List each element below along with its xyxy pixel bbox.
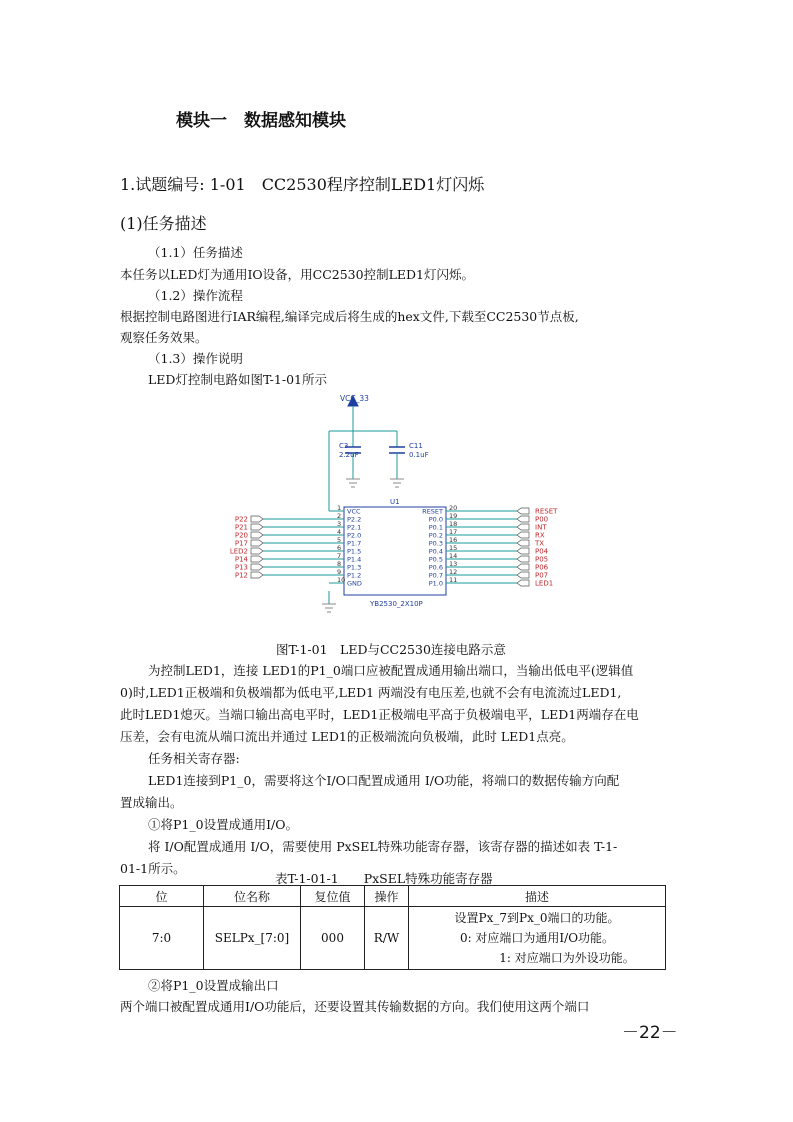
para1-line1: 为控制LED1，连接 LED1的P1_0端口应被配置成通用输出端口，当输出低电平(逻辑值 [148,663,634,678]
net-port-icon [251,524,263,530]
net-label: LED2 [229,547,248,556]
module-heading: 模块一 数据感知模块 [176,111,346,131]
desc-line-2: 0: 对应端口为通用I/O功能。 [459,931,615,945]
net-port-icon [517,556,529,562]
table-header: 复位值 [301,886,365,907]
net-label: TX [535,539,545,548]
net-port-icon [251,556,263,562]
table-header: 位 [120,886,204,907]
pin-number: 14 [449,552,458,560]
pin-name: P1.3 [347,563,362,572]
net-port-icon [517,516,529,522]
net-label: P21 [234,523,248,532]
pin-name: P1.7 [347,539,362,548]
step2: ②将P1_0设置成输出口 [148,978,279,993]
pin-name: P2.1 [347,523,362,532]
section-1-3-label: （1.3）操作说明 [148,351,243,366]
c3-value: 2.2uF [339,451,359,459]
para1-line2: 0)时,LED1正极端和负极端都为低电平,LED1 两端没有电压差,也就不会有电流流过LED1, [120,685,622,700]
pin-name: P0.4 [428,547,443,556]
step1: ①将P1_0设置成通用I/O。 [148,817,298,832]
pin-number: 8 [337,560,342,568]
page-number: －22－ [622,1023,678,1043]
table-row [120,907,666,970]
table-cell-name: SELPx_[7:0] [204,907,301,970]
table-header-row [120,886,666,907]
net-port-icon [517,532,529,538]
net-label: RX [535,531,545,540]
pin-number: 4 [337,528,342,536]
c11-value: 0.1uF [409,451,429,459]
pin-number: 16 [449,536,458,544]
question-title: 1.试题编号: 1-01 CC2530程序控制LED1灯闪烁 [120,175,485,194]
net-label: P00 [535,515,549,524]
section-1-2-text-line1: 根据控制电路图进行IAR编程,编译完成后将生成的hex文件,下载至CC2530节点板, [120,309,579,324]
net-label: INT [535,523,547,532]
section-1-1-text: 本任务以LED灯为通用IO设备，用CC2530控制LED1灯闪烁。 [120,267,474,282]
net-label: P20 [234,531,248,540]
pin-number: 17 [449,528,458,536]
para3-line1: 将 I/O配置成通用 I/O，需要使用 PxSEL特殊功能寄存器，该寄存器的描述如表 T-1- [148,839,618,854]
net-port-icon [517,572,529,578]
ground-icon [322,604,336,612]
table-cell-desc [409,907,666,970]
table-cell-reset: 000 [301,907,365,970]
pin-name: P0.5 [428,555,443,564]
pin-number: 11 [449,576,458,584]
net-label: RESET [535,507,558,516]
section-1-2-text-line2: 观察任务效果。 [120,330,208,345]
pin-number: 10 [337,576,346,584]
net-port-icon [517,548,529,554]
table-header: 操作 [365,886,409,907]
net-port-icon [251,516,263,522]
pin-number: 7 [337,552,342,560]
para1-line3: 此时LED1熄灭。当端口输出高电平时，LED1正极端电平高于负极端电平，LED1两端存在电 [120,707,639,722]
para3-line2: 01-1所示。 [120,861,186,876]
net-label: P04 [535,547,549,556]
net-port-icon [251,572,263,578]
ground-icon [346,479,404,487]
pin-name: P1.0 [428,579,443,588]
net-label: P07 [535,571,549,580]
table-header: 位名称 [204,886,301,907]
table-caption: 表T-1-01-1 PxSEL特殊功能寄存器 [275,871,493,886]
registers-label: 任务相关寄存器: [148,751,240,766]
pin-name: GND [347,579,362,588]
figure-caption: 图T-1-01 LED与CC2530连接电路示意 [276,642,506,657]
desc-line-1: 设置Px_7到Px_0端口的功能。 [454,911,620,925]
pin-name: RESET [422,507,443,516]
task-heading: (1)任务描述 [120,214,207,233]
net-port-icon [517,580,529,586]
section-1-3-text: LED灯控制电路如图T-1-01所示 [148,372,327,387]
net-port-icon [251,564,263,570]
pin-number: 5 [337,536,342,544]
para2-line1: LED1连接到P1_0，需要将这个I/O口配置成通用 I/O功能，将端口的数据传输方向配 [148,773,620,788]
pin-name: P0.7 [428,571,443,580]
pin-number: 15 [449,544,458,552]
net-port-icon [517,524,529,530]
pin-number: 9 [337,568,342,576]
chip-name: YB2530_2X10P [370,600,423,608]
net-label: P12 [234,571,248,580]
table-cell-op: R/W [365,907,409,970]
pin-name: P0.2 [428,531,443,540]
pin-number: 20 [449,504,458,512]
net-port-icon [517,564,529,570]
net-label: P06 [535,563,549,572]
pin-name: P0.6 [428,563,443,572]
net-label: P22 [234,515,248,524]
table-cell-bit: 7:0 [120,907,204,970]
pin-name: P0.3 [428,539,443,548]
pin-name: P0.1 [428,523,443,532]
pin-name: P1.4 [347,555,362,564]
para4-line1: 两个端口被配置成通用I/O功能后，还要设置其传输数据的方向。我们使用这两个端口 [120,999,590,1014]
circuit-schematic [225,388,565,630]
c11-name: C11 [409,442,423,450]
pin-number: 3 [337,520,342,528]
pin-number: 1 [337,504,342,512]
section-1-1-label: （1.1）任务描述 [148,245,243,260]
pin-number: 2 [337,512,342,520]
net-label: P05 [535,555,549,564]
pin-number: 12 [449,568,458,576]
pin-number: 19 [449,512,458,520]
pin-number: 18 [449,520,458,528]
para2-line2: 置成输出。 [120,795,183,810]
pin-name: P1.2 [347,571,362,580]
para1-line4: 压差，会有电流从端口流出并通过 LED1的正极端流向负极端，此时 LED1点亮。 [120,729,574,744]
net-label: LED1 [535,579,554,588]
pin-name: P1.5 [347,547,362,556]
pin-number: 6 [337,544,342,552]
net-label: P13 [234,563,248,572]
pin-name: P2.2 [347,515,362,524]
c3-name: C3 [339,442,349,450]
register-table [119,885,666,970]
section-1-2-label: （1.2）操作流程 [148,288,243,303]
net-port-icon [517,540,529,546]
net-port-icon [251,540,263,546]
net-label: P17 [234,539,248,548]
pin-name: P2.0 [347,531,362,540]
table-header: 描述 [409,886,666,907]
pin-name: P0.0 [428,515,443,524]
net-port-icon [251,548,263,554]
vcc-label: VCC_33 [340,394,369,403]
net-port-icon [251,532,263,538]
chip-ref: U1 [390,498,400,506]
net-label: P14 [234,555,248,564]
pin-name: VCC [347,507,361,516]
pin-number: 13 [449,560,458,568]
desc-line-3: 1: 对应端口为外设功能。 [499,951,635,965]
net-port-icon [517,508,529,514]
